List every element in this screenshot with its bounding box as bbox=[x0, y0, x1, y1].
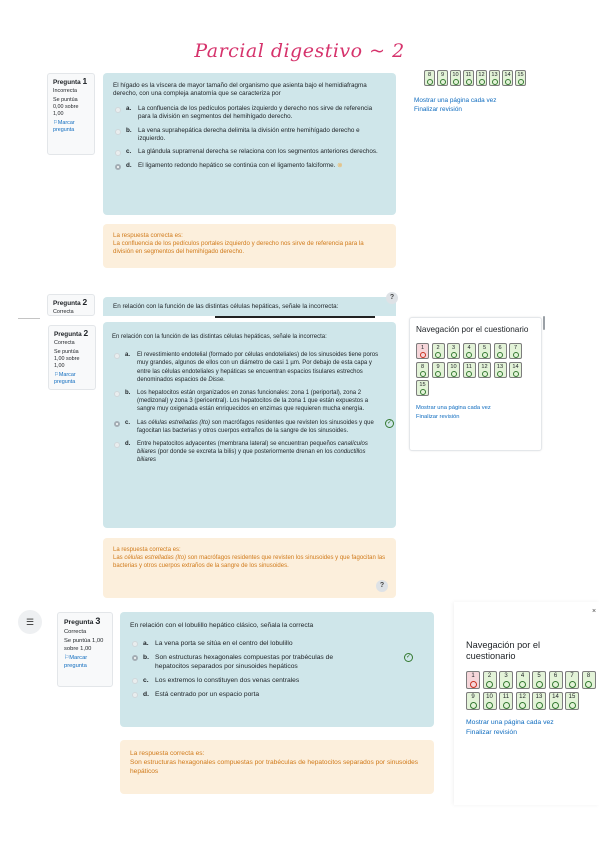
flag-icon: ⚐ bbox=[54, 372, 59, 378]
answer-option-c[interactable]: c. Los extremos lo constituyen dos venas centrales bbox=[130, 676, 423, 685]
nav-question-number: 5 bbox=[482, 345, 487, 351]
nav-question-6[interactable] bbox=[549, 671, 563, 689]
correct-check-icon bbox=[513, 371, 519, 377]
correct-check-icon bbox=[453, 79, 459, 85]
correct-check-icon bbox=[427, 79, 433, 85]
correct-check-icon bbox=[440, 79, 446, 85]
nav-question-14[interactable] bbox=[509, 362, 522, 378]
nav-question-13[interactable] bbox=[494, 362, 507, 378]
nav-question-9[interactable] bbox=[466, 692, 480, 710]
correct-check-icon bbox=[466, 352, 472, 358]
nav-question-9[interactable] bbox=[432, 362, 445, 378]
nav-question-11[interactable] bbox=[463, 362, 476, 378]
answer-option-d[interactable]: d. Está centrado por un espacio porta bbox=[130, 690, 423, 699]
incorrect-icon: ⊗ bbox=[337, 161, 343, 169]
navigation-grid bbox=[424, 70, 570, 88]
correct-check-icon bbox=[497, 371, 503, 377]
finish-review-link[interactable]: Finalizar revisión bbox=[466, 729, 517, 736]
correct-answer-box-2 bbox=[103, 538, 396, 598]
question-number: Pregunta 3 bbox=[64, 616, 101, 626]
nav-question-8[interactable] bbox=[582, 671, 596, 689]
navigation-grid bbox=[466, 671, 599, 712]
nav-question-number: 8 bbox=[586, 673, 591, 679]
flag-question-link[interactable]: ⚐Marcar pregunta bbox=[53, 120, 75, 133]
question-info-peek: Pregunta 2 Correcta bbox=[47, 294, 95, 316]
show-one-page-link[interactable]: Mostrar una página cada vez bbox=[414, 97, 497, 104]
nav-question-number: 12 bbox=[519, 693, 526, 700]
nav-question-13[interactable] bbox=[489, 70, 500, 86]
answer-option-b[interactable]: b. La vena suprahepática derecha delimita la división entre hemihígado derecho e izquierdo. bbox=[113, 127, 386, 144]
nav-question-2[interactable] bbox=[483, 671, 497, 689]
nav-question-number: 12 bbox=[481, 363, 488, 370]
nav-question-3[interactable] bbox=[499, 671, 513, 689]
navigation-grid bbox=[416, 343, 536, 399]
correct-check-icon bbox=[518, 79, 524, 85]
correct-check-icon bbox=[503, 681, 510, 688]
nav-question-number: 1 bbox=[420, 345, 425, 351]
nav-question-number: 15 bbox=[568, 693, 576, 700]
nav-question-number: 4 bbox=[520, 673, 525, 679]
nav-question-3[interactable] bbox=[447, 343, 460, 359]
question-box-1 bbox=[103, 73, 396, 215]
correct-answer-box-1 bbox=[103, 224, 396, 268]
flag-question-link[interactable]: ⚐Marcar pregunta bbox=[54, 372, 76, 385]
correct-check-icon bbox=[486, 702, 493, 709]
question-text: En relación con el lobulillo hepático clásico, señala la correcta bbox=[130, 622, 314, 629]
answer-option-c[interactable]: c. La glándula suprarrenal derecha se relaciona con los segmentos anteriores derechos. bbox=[113, 148, 386, 156]
question-status: Correcta bbox=[54, 340, 75, 346]
nav-question-6[interactable] bbox=[494, 343, 507, 359]
correct-answer-text: Las células estrelladas (Ito) son macrófagos residentes que revisten los sinusoides y que fagocitan las bacterias y otros cuerpos extraños de la sangre de los sinusoides. bbox=[113, 555, 386, 569]
correct-check-icon bbox=[585, 681, 592, 688]
nav-question-number: 10 bbox=[486, 693, 493, 700]
radio-button[interactable] bbox=[115, 107, 121, 113]
correct-check-icon bbox=[466, 371, 472, 377]
correct-check-icon bbox=[435, 352, 441, 358]
radio-button-selected[interactable] bbox=[115, 164, 121, 170]
correct-check-icon bbox=[569, 702, 576, 709]
correct-check-icon bbox=[420, 371, 426, 377]
nav-question-1[interactable] bbox=[466, 671, 480, 689]
radio-button[interactable] bbox=[132, 641, 138, 647]
divider bbox=[18, 318, 40, 319]
close-icon[interactable]: × bbox=[592, 608, 597, 615]
quiz-navigation-panel-top bbox=[400, 70, 546, 150]
answer-option-b[interactable]: b. Los hepatocitos están organizados en zonas funcionales: zona 1 (periportal), zona 2 (medizonal) y zona 3 (pericentral). Los hepatocitos de la zona 1 que están expuestos a sangre muy oxigenada están enriquecidos en enzimas que requieren mucha energía. bbox=[112, 389, 386, 414]
nav-question-14[interactable] bbox=[549, 692, 563, 710]
answer-option-d[interactable]: d. El ligamento redondo hepático se continúa con el ligamento falciforme. ⊗ bbox=[113, 162, 386, 170]
correct-answer-box-3 bbox=[120, 740, 434, 794]
help-icon[interactable]: ? bbox=[386, 292, 398, 304]
nav-question-number: 10 bbox=[452, 72, 459, 78]
nav-question-15[interactable] bbox=[416, 380, 429, 396]
correct-check-icon bbox=[497, 352, 503, 358]
nav-question-number: 12 bbox=[478, 72, 485, 78]
nav-question-7[interactable] bbox=[565, 671, 579, 689]
radio-button-selected[interactable] bbox=[114, 421, 120, 427]
nav-question-number: 15 bbox=[419, 382, 426, 388]
radio-button[interactable] bbox=[114, 353, 120, 359]
correct-check-icon bbox=[486, 681, 493, 688]
nav-question-15[interactable] bbox=[565, 692, 579, 710]
divider bbox=[215, 316, 375, 318]
answer-option-b[interactable]: b. Son estructuras hexagonales compuestas por trabéculas de hepatocitos separados por sinusoides hepáticos ✓ bbox=[130, 653, 423, 671]
flag-icon: ⚐ bbox=[53, 120, 58, 126]
radio-button-selected[interactable] bbox=[132, 655, 138, 661]
nav-question-4[interactable] bbox=[463, 343, 476, 359]
nav-question-number: 11 bbox=[465, 72, 472, 78]
nav-question-number: 14 bbox=[512, 363, 519, 370]
nav-question-12[interactable] bbox=[516, 692, 530, 710]
answer-option-c[interactable]: c. Las células estrelladas (Ito) son macrófagos residentes que revisten los sinusoides y que fagocitan las bacterias y otros cuerpos extraños de la sangre de los sinusoides. ✓ bbox=[112, 419, 386, 435]
nav-question-12[interactable] bbox=[478, 362, 491, 378]
correct-check-icon bbox=[451, 371, 457, 377]
nav-question-number: 3 bbox=[451, 345, 456, 351]
radio-button[interactable] bbox=[115, 150, 121, 156]
nav-question-number: 9 bbox=[440, 72, 445, 78]
correct-answer-label: La respuesta correcta es: bbox=[113, 232, 183, 239]
correct-check-icon bbox=[420, 389, 426, 395]
show-one-page-link[interactable]: Mostrar una página cada vez bbox=[466, 719, 554, 726]
answer-option-a[interactable]: a. El revestimiento endotelial (formado por células endoteliales) de los sinusoides tiene poros muy grandes, algunos de ellos con un diámetro de casi 1 µm. Por debajo de esta capa y entre las células endoteliales y hepáticas se encuentran espacios tisulares estrechos denominados espacios de Disse. bbox=[112, 351, 386, 384]
list-icon: ☰ bbox=[25, 617, 35, 627]
sidebar-toggle-button[interactable] bbox=[18, 610, 42, 634]
nav-question-number: 9 bbox=[471, 693, 475, 700]
answer-option-a[interactable]: a. La vena porta se sitúa en el centro del lobulillo bbox=[130, 639, 423, 648]
navigation-title: Navegación por el cuestionario bbox=[416, 325, 529, 334]
question-box-peek: En relación con la función de las distintas células hepáticas, señale la incorrecta: bbox=[103, 297, 396, 316]
nav-question-number: 6 bbox=[553, 673, 558, 679]
nav-question-12[interactable] bbox=[476, 70, 487, 86]
correct-check-icon bbox=[519, 702, 526, 709]
nav-question-number: 2 bbox=[436, 345, 440, 351]
question-box-2 bbox=[103, 322, 396, 528]
nav-question-number: 2 bbox=[487, 673, 492, 679]
question-score: Se puntúa 1,00 sobre 1,00 bbox=[54, 349, 80, 369]
flag-question-link[interactable]: ⚐Marcar pregunta bbox=[64, 655, 88, 669]
correct-check-icon bbox=[552, 702, 559, 709]
question-box-3 bbox=[120, 612, 434, 727]
nav-question-number: 7 bbox=[513, 345, 518, 351]
question-number: Pregunta 2 bbox=[54, 328, 89, 338]
question-status: Correcta bbox=[64, 628, 87, 635]
question-score: Se puntúa 1,00 sobre 1,00 bbox=[64, 638, 104, 652]
correct-check-icon bbox=[451, 352, 457, 358]
correct-check-icon: ✓ bbox=[386, 419, 393, 426]
nav-question-number: 8 bbox=[420, 363, 425, 370]
radio-button[interactable] bbox=[132, 678, 138, 684]
nav-question-8[interactable] bbox=[416, 362, 429, 378]
nav-question-number: 13 bbox=[491, 72, 498, 78]
nav-question-5[interactable] bbox=[478, 343, 491, 359]
correct-check-icon bbox=[470, 702, 477, 709]
correct-answer-text: Son estructuras hexagonales compuestas por trabéculas de hepatocitos separados por sinusoides hepáticos bbox=[130, 759, 419, 775]
correct-check-icon bbox=[482, 371, 488, 377]
answer-option-a[interactable]: a. La confluencia de los pedículos portales izquierdo y derecho nos sirve de referencia para la división en segmentos del hemihígado derecho. bbox=[113, 105, 386, 122]
correct-answer-label: La respuesta correcta es: bbox=[113, 547, 181, 553]
correct-check-icon bbox=[482, 352, 488, 358]
nav-question-number: 5 bbox=[537, 673, 541, 679]
correct-check-icon bbox=[536, 702, 543, 709]
nav-question-5[interactable] bbox=[532, 671, 546, 689]
nav-question-number: 15 bbox=[517, 72, 524, 78]
nav-question-number: 13 bbox=[496, 363, 504, 370]
correct-answer-text: La confluencia de los pedículos portales izquierdo y derecho nos sirve de referencia para la división en segmentos del hemihígado derecho. bbox=[113, 240, 364, 256]
correct-check-icon bbox=[569, 681, 576, 688]
nav-question-11[interactable] bbox=[499, 692, 513, 710]
nav-question-9[interactable] bbox=[437, 70, 448, 86]
page-title: Parcial digestivo ~ 2 bbox=[194, 40, 405, 62]
navigation-title: Navegación por el cuestionario bbox=[466, 640, 541, 661]
correct-check-icon bbox=[466, 79, 472, 85]
question-number: Pregunta 1 bbox=[53, 76, 88, 86]
radio-button[interactable] bbox=[114, 391, 120, 397]
question-info-2 bbox=[48, 325, 96, 390]
flag-icon: ⚐ bbox=[64, 655, 70, 662]
nav-question-1[interactable] bbox=[416, 343, 429, 359]
correct-check-icon bbox=[536, 681, 543, 688]
nav-question-15[interactable] bbox=[515, 70, 526, 86]
nav-question-number: 13 bbox=[535, 693, 543, 700]
nav-question-number: 14 bbox=[504, 72, 511, 78]
show-one-page-link[interactable]: Mostrar una página cada vez bbox=[416, 404, 491, 411]
nav-question-10[interactable] bbox=[483, 692, 497, 710]
nav-question-13[interactable] bbox=[532, 692, 546, 710]
nav-question-10[interactable] bbox=[447, 362, 460, 378]
nav-question-2[interactable] bbox=[432, 343, 445, 359]
radio-button[interactable] bbox=[132, 692, 138, 698]
radio-button[interactable] bbox=[115, 129, 121, 135]
scrollbar[interactable] bbox=[543, 316, 545, 330]
nav-question-number: 9 bbox=[436, 363, 440, 370]
correct-check-icon: ✓ bbox=[405, 654, 412, 660]
nav-question-8[interactable] bbox=[424, 70, 435, 86]
nav-question-number: 8 bbox=[427, 72, 432, 78]
radio-button[interactable] bbox=[114, 442, 120, 448]
nav-question-number: 11 bbox=[466, 363, 472, 370]
nav-question-number: 1 bbox=[471, 673, 475, 679]
nav-question-number: 6 bbox=[498, 345, 502, 351]
nav-question-number: 4 bbox=[467, 345, 471, 351]
question-text: En relación con la función de las distintas células hepáticas, señale la incorrecta: bbox=[112, 334, 327, 340]
correct-check-icon bbox=[479, 79, 485, 85]
quiz-navigation-panel-mid bbox=[409, 317, 542, 451]
nav-question-number: 7 bbox=[570, 673, 574, 679]
nav-question-number: 3 bbox=[504, 673, 508, 679]
question-info-1 bbox=[47, 73, 95, 155]
correct-check-icon bbox=[552, 681, 559, 688]
nav-question-10[interactable] bbox=[450, 70, 461, 86]
finish-review-link[interactable]: Finalizar revisión bbox=[416, 413, 460, 420]
correct-check-icon bbox=[503, 702, 510, 709]
correct-check-icon bbox=[492, 79, 498, 85]
help-icon[interactable]: ? bbox=[376, 580, 388, 592]
correct-check-icon bbox=[519, 681, 526, 688]
quiz-navigation-panel-bottom bbox=[454, 602, 599, 805]
question-info-3 bbox=[57, 612, 113, 687]
question-status: Incorrecta bbox=[53, 88, 77, 94]
question-score: Se puntúa 0,00 sobre 1,00 bbox=[53, 97, 79, 117]
finish-review-link[interactable]: Finalizar revisión bbox=[414, 106, 462, 113]
correct-check-icon bbox=[513, 352, 519, 358]
correct-answer-label: La respuesta correcta es: bbox=[130, 750, 205, 757]
nav-question-7[interactable] bbox=[509, 343, 522, 359]
nav-question-number: 14 bbox=[552, 693, 559, 700]
correct-check-icon bbox=[435, 371, 441, 377]
nav-question-11[interactable] bbox=[463, 70, 474, 86]
nav-question-4[interactable] bbox=[516, 671, 530, 689]
answer-option-d[interactable]: d. Entre hepatocitos adyacentes (membrana lateral) se encuentran pequeños canalículos biliares (por donde se excreta la bilis) y que posteriormente drenan en los conductillos biliares bbox=[112, 440, 386, 465]
incorrect-icon bbox=[470, 681, 477, 688]
nav-question-number: 11 bbox=[502, 693, 510, 700]
nav-question-14[interactable] bbox=[502, 70, 513, 86]
incorrect-icon bbox=[420, 352, 426, 358]
correct-check-icon bbox=[505, 79, 511, 85]
nav-question-number: 10 bbox=[450, 363, 457, 370]
question-text: El hígado es la víscera de mayor tamaño del organismo que asienta bajo el hemidiafragma derecho, con una compleja anatomía que se caracteriza por bbox=[113, 82, 367, 98]
